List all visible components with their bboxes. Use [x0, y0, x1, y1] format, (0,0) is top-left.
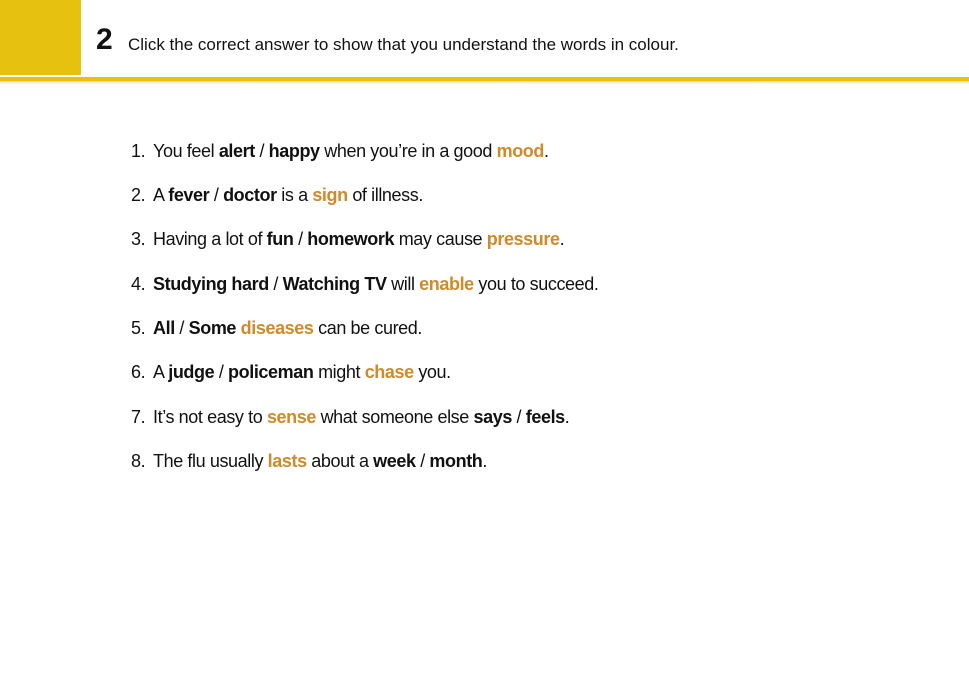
- option-separator: /: [209, 185, 224, 205]
- question-number: 3.: [131, 229, 146, 249]
- answer-option-homework[interactable]: homework: [307, 229, 395, 249]
- vocabulary-keyword: enable: [419, 274, 474, 294]
- answer-option-some[interactable]: Some: [188, 318, 237, 338]
- question-number: 1.: [131, 141, 146, 161]
- question-text: You feel: [153, 141, 219, 161]
- question-text: .: [559, 229, 565, 249]
- question-text: .: [544, 141, 549, 161]
- question-text: .: [564, 407, 570, 427]
- answer-option-doctor[interactable]: doctor: [223, 185, 277, 205]
- answer-option-fever[interactable]: fever: [168, 185, 210, 205]
- question-8: [131, 448, 487, 474]
- vocabulary-keyword: diseases: [240, 318, 314, 338]
- question-text: you to succeed.: [473, 274, 599, 294]
- answer-option-policeman[interactable]: policeman: [228, 362, 314, 382]
- question-2: [131, 182, 423, 208]
- answer-option-month[interactable]: month: [429, 451, 483, 471]
- option-separator: /: [293, 229, 308, 249]
- option-separator: /: [254, 141, 269, 161]
- exercise-instruction: Click the correct answer to show that you understand the words in colour.: [128, 35, 679, 54]
- question-text: about a: [306, 451, 374, 471]
- question-number: 6.: [131, 362, 146, 382]
- question-text: A: [153, 185, 169, 205]
- option-separator: /: [415, 451, 430, 471]
- answer-option-happy[interactable]: happy: [268, 141, 320, 161]
- question-text: .: [482, 451, 488, 471]
- question-number: 7.: [131, 407, 146, 427]
- option-separator: /: [174, 318, 189, 338]
- answer-option-studying-hard[interactable]: Studying hard: [153, 274, 269, 294]
- answer-option-feels[interactable]: feels: [525, 407, 565, 427]
- header-accent-block: [0, 0, 81, 75]
- question-number: 4.: [131, 274, 146, 294]
- answer-option-says[interactable]: says: [473, 407, 512, 427]
- question-4: [131, 271, 598, 297]
- question-text: A: [153, 362, 169, 382]
- exercise-header: [0, 0, 969, 86]
- question-text: what someone else: [315, 407, 474, 427]
- option-separator: /: [214, 362, 229, 382]
- question-text: when you’re in a good: [319, 141, 497, 161]
- question-text: is a: [276, 185, 313, 205]
- question-text: may cause: [394, 229, 487, 249]
- question-text: The flu usually: [153, 451, 268, 471]
- vocabulary-keyword: sign: [312, 185, 348, 205]
- answer-option-judge[interactable]: judge: [168, 362, 215, 382]
- vocabulary-keyword: lasts: [267, 451, 307, 471]
- question-text: of illness.: [347, 185, 423, 205]
- question-number: 5.: [131, 318, 146, 338]
- answer-option-alert[interactable]: alert: [218, 141, 255, 161]
- answer-option-fun[interactable]: fun: [266, 229, 294, 249]
- vocabulary-keyword: sense: [266, 407, 316, 427]
- question-text: Having a lot of: [153, 229, 267, 249]
- question-text: It’s not easy to: [153, 407, 267, 427]
- header-divider-shadow: [0, 81, 969, 84]
- vocabulary-keyword: pressure: [486, 229, 560, 249]
- vocabulary-keyword: chase: [364, 362, 414, 382]
- question-text: can be cured.: [313, 318, 423, 338]
- question-text: you.: [413, 362, 451, 382]
- question-text: might: [313, 362, 365, 382]
- option-separator: /: [268, 274, 283, 294]
- option-separator: /: [511, 407, 526, 427]
- question-1: [131, 138, 549, 164]
- exercise-number: 2: [96, 23, 113, 56]
- question-5: [131, 315, 422, 341]
- vocabulary-keyword: mood: [496, 141, 544, 161]
- question-text: will: [386, 274, 420, 294]
- question-3: [131, 226, 564, 252]
- answer-option-all[interactable]: All: [153, 318, 175, 338]
- question-number: 2.: [131, 185, 146, 205]
- answer-option-watching-tv[interactable]: Watching TV: [282, 274, 387, 294]
- question-7: [131, 404, 569, 430]
- question-number: 8.: [131, 451, 146, 471]
- answer-option-week[interactable]: week: [373, 451, 416, 471]
- question-6: [131, 359, 451, 385]
